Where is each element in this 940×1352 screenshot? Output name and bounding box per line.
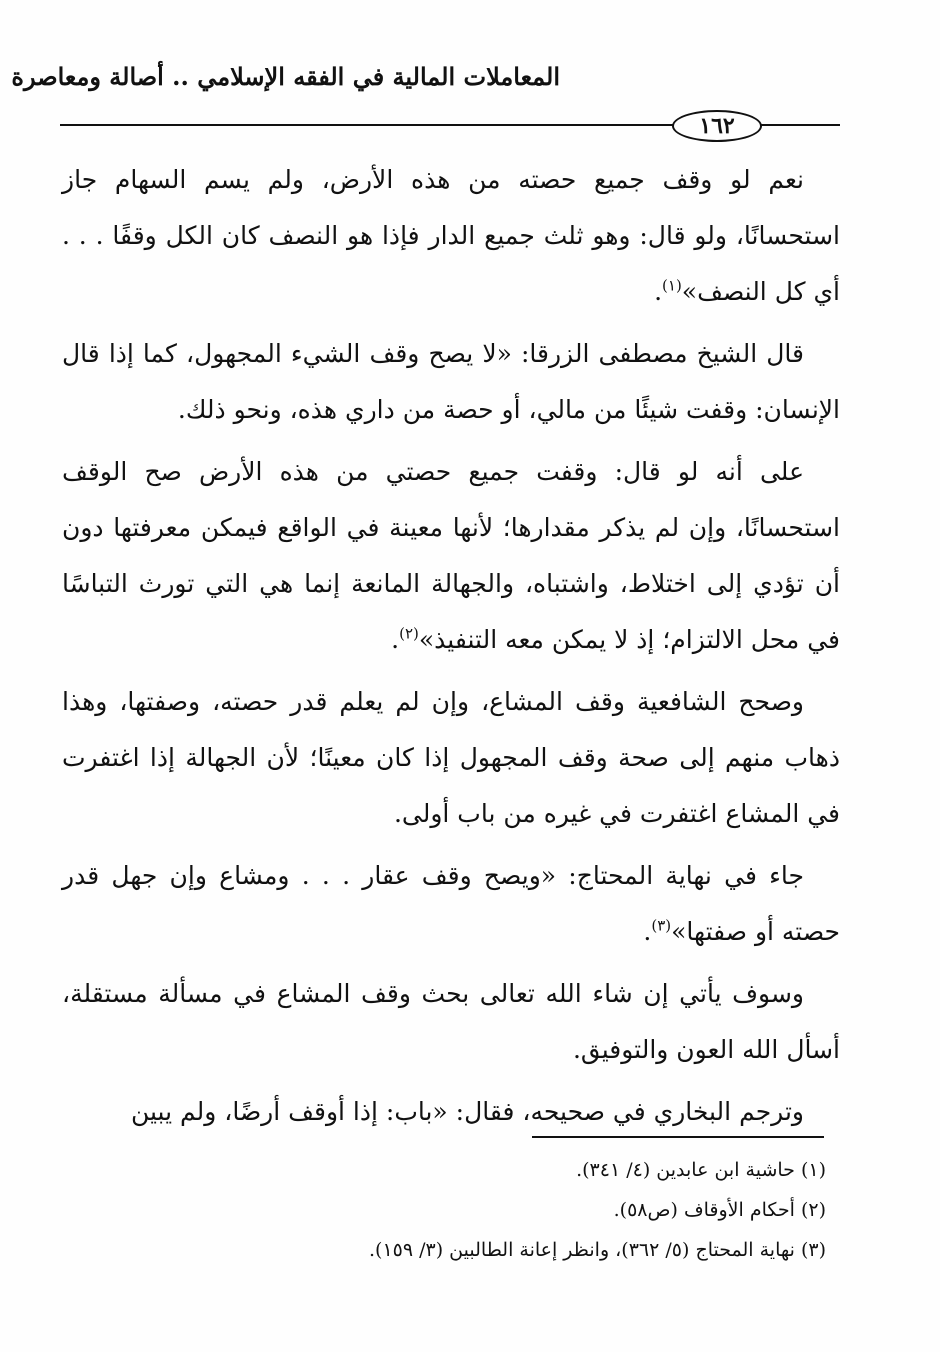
paragraph-3: على أنه لو قال: وقفت جميع حصتي من هذه الأرض صح الوقف استحسانًا، وإن لم يذكر مقدارها؛ لأنها معينة في الواقع فيمكن معرفتها دون أن تؤدي إلى اختلاط، واشتباه، والجهالة المانعة إنما هي التي تورث التباسًا في محل الالتزام؛ إذ لا يمكن معه التنفيذ»$^{(٢)}$. (62, 457, 840, 654)
footnote-ref-2: (٢) (399, 624, 419, 643)
paragraph-1: نعم لو وقف جميع حصته من هذه الأرض، ولم يسم السهام جاز استحسانًا، ولو قال: وهو ثلث جميع الدار فإذا هو النصف كان الكل وقفًا . . . أي كل النصف»$^{(١)}$. (62, 165, 840, 306)
page-number: ١٦٢ (672, 110, 762, 142)
footnote-2: (٢) أحكام الأوقاف (ص٥٨). (613, 1199, 826, 1221)
footnotes (60, 1150, 826, 1270)
paragraph-7: وترجم البخاري في صحيحه، فقال: «باب: إذا أوقف أرضًا، ولم يبين (130, 1097, 804, 1126)
footnote-3: (٣) نهاية المحتاج (٥/ ٣٦٢)، وانظر إعانة الطالبين (٣/ ١٥٩). (368, 1239, 826, 1261)
footnote-separator (532, 1136, 824, 1138)
footnote-ref-3: (٣) (651, 916, 672, 935)
paragraph-2: قال الشيخ مصطفى الزرقا: «لا يصح وقف الشيء المجهول، كما إذا قال الإنسان: وقفت شيئًا من مالي، أو حصة من داري هذه، ونحو ذلك. (62, 339, 840, 424)
running-title: المعاملات المالية في الفقه الإسلامي .. أصالة ومعاصرة (11, 62, 560, 91)
footnote-ref-1: (١) (662, 276, 682, 295)
paragraph-4: وصحح الشافعية وقف المشاع، وإن لم يعلم قدر حصته، وصفتها، وهذا ذهاب منهم إلى صحة وقف المجهول إذا كان معينًا؛ لأن الجهالة إذا اغتفرت في المشاع اغتفرت في غيره من باب أولى. (62, 687, 840, 828)
footnote-1: (١) حاشية ابن عابدين (٤/ ٣٤١). (576, 1159, 826, 1181)
body-text (62, 152, 840, 1146)
paragraph-5: جاء في نهاية المحتاج: «ويصح وقف عقار . . . ومشاع وإن جهل قدر حصته أو صفتها»$^{(٣)}$. (62, 861, 840, 946)
paragraph-6: وسوف يأتي إن شاء الله تعالى بحث وقف المشاع في مسألة مستقلة، أسأل الله العون والتوفيق. (62, 979, 840, 1064)
